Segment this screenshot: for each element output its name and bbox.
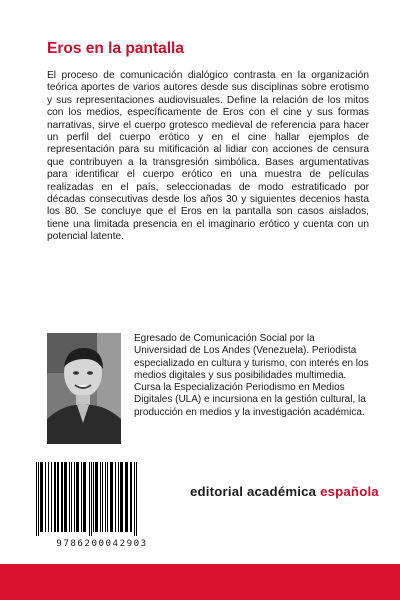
publisher-name-main: editorial académica [190,484,321,499]
barcode-bar [83,462,86,532]
author-bio: Egresado de Comunicación Social por la Universidad de Los Andes (Venezuela). Periodista especializado en cultura y turismo, con interés en los medios digitales y sus posibilidades multimedia. Cursa la Especialización Periodismo en Medios Digitales (ULA) e incursiona en la gestión cultural, la producción en medios y la investigación académica. [134,333,369,418]
book-abstract: El proceso de comunicación dialógico contrasta en la organización teórica aportes de varios autores desde sus disciplinas sobre erotismo y sus representaciones audiovisuales. Define la relación de los mitos con los medios, específicamente de Eros con el cine y sus formas narrativas, sirve el cuerpo grotesco medieval de referencia para hacer un perfil del cuerpo erótico y en el cine hallar ejemplos de representación para su mitificación al lidiar con acciones de censura que contribuyen a la transgresión simbólica. Bases argumentativas para identificar el cuerpo erótico en una muestra de películas realizadas en el país, seleccionadas de modo estratificado por décadas consecutivas desde los años 30 y siguientes decenios hasta los 80. Se concluye que el Eros en la pantalla son casos aislados, tiene una limitada presencia en el imaginario erótico y cuenta con un potencial latente. [47,70,369,243]
barcode-bar [36,462,37,536]
barcode-bar [102,462,103,532]
barcode-bar [118,462,119,532]
book-title: Eros en la pantalla [47,40,184,57]
barcode-bar [100,462,101,532]
barcode-bar [91,462,92,536]
barcode-bar [74,462,75,532]
barcode-bar [69,462,70,532]
isbn-barcode [28,460,176,552]
author-photo [47,333,121,444]
barcode-bar [51,462,52,532]
barcode-bar [71,462,72,532]
barcode-bar [120,462,123,532]
publisher-name-accent: española [320,484,379,499]
barcode-bar [115,462,116,532]
barcode-bar [136,462,137,536]
barcode-bar [48,462,49,532]
barcode-bar [81,462,82,532]
barcode-digits: 9786200042903 [56,538,148,549]
barcode-bar [134,462,135,536]
barcode-bar [125,462,128,532]
barcode-bars [28,460,176,538]
barcode-bar [107,462,108,532]
barcode-bar [130,462,132,532]
barcode-bar [64,462,67,532]
barcode-bar [38,462,39,536]
publisher-name [190,484,379,499]
barcode-bar [93,462,94,532]
barcode-bar [54,462,56,532]
barcode-bar [40,462,43,532]
footer-band [0,564,400,600]
barcode-bar [61,462,63,532]
barcode-bar [76,462,79,532]
barcode-bar [95,462,98,532]
barcode-bar [110,462,113,532]
barcode-bar [89,462,90,536]
barcode-bar [57,462,59,532]
barcode-bar [45,462,46,532]
barcode-bar [105,462,106,532]
